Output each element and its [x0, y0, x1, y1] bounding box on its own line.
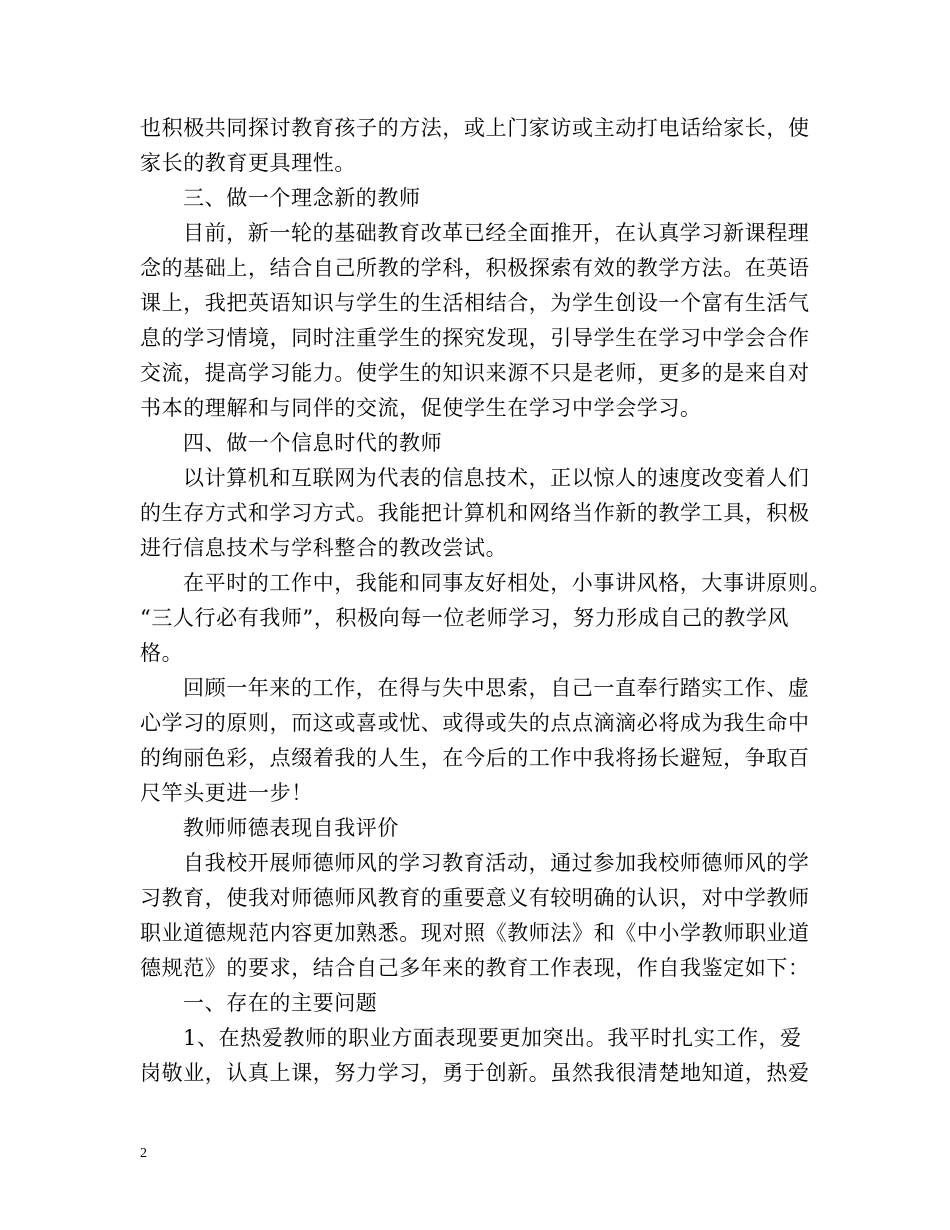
text-line: 三、做一个理念新的教师 — [183, 186, 421, 210]
text-line: 格。 — [140, 641, 184, 665]
text-line: 习教育，使我对师德师风教育的重要意义有较明确的认识，对中学教师 — [140, 886, 810, 910]
text-line: 尺竿头更进一步！ — [140, 781, 313, 805]
text-line: 职业道德规范内容更加熟悉。现对照《教师法》和《中小学教师职业道 — [140, 921, 810, 945]
text-line: 息的学习情境，同时注重学生的探究发现，引导学生在学习中学会合作 — [140, 326, 810, 350]
text-line: 书本的理解和与同伴的交流，促使学生在学习中学会学习。 — [140, 396, 702, 420]
text-line: 德规范》的要求，结合自己多年来的教育工作表现，作自我鉴定如下： — [140, 956, 810, 980]
document-body — [140, 111, 831, 1091]
text-line: 的绚丽色彩，点缀着我的人生，在今后的工作中我将扬长避短，争取百 — [140, 746, 810, 770]
text-line: 岗敬业，认真上课，努力学习，勇于创新。虽然我很清楚地知道，热爱 — [140, 1061, 810, 1085]
text-line: 在平时的工作中，我能和同事友好相处，小事讲风格，大事讲原则。 — [183, 571, 831, 595]
text-line: 以计算机和互联网为代表的信息技术，正以惊人的速度改变着人们 — [183, 466, 810, 490]
page-number: 2 — [140, 1146, 147, 1161]
text-line: 四、做一个信息时代的教师 — [183, 431, 443, 455]
text-line: 1、在热爱教师的职业方面表现要更加突出。我平时扎实工作，爱 — [183, 1026, 802, 1050]
text-line: 回顾一年来的工作，在得与失中思索，自己一直奉行踏实工作、虚 — [183, 676, 810, 700]
text-line: 课上，我把英语知识与学生的生活相结合，为学生创设一个富有生活气 — [140, 291, 810, 315]
text-line: 进行信息技术与学科整合的教改尝试。 — [140, 536, 508, 560]
text-line: 的生存方式和学习方式。我能把计算机和网络当作新的教学工具，积极 — [140, 501, 810, 525]
text-line: 交流，提高学习能力。使学生的知识来源不只是老师，更多的是来自对 — [140, 361, 810, 385]
text-line: 目前，新一轮的基础教育改革已经全面推开，在认真学习新课程理 — [183, 221, 810, 245]
text-line: 教师师德表现自我评价 — [183, 816, 399, 840]
text-line: 家长的教育更具理性。 — [140, 151, 356, 175]
text-line: 自我校开展师德师风的学习教育活动，通过参加我校师德师风的学 — [183, 851, 810, 875]
text-line: 心学习的原则，而这或喜或忧、或得或失的点点滴滴必将成为我生命中 — [140, 711, 810, 735]
text-line: “三人行必有我师”，积极向每一位老师学习，努力形成自己的教学风 — [140, 606, 790, 630]
text-line: 一、存在的主要问题 — [183, 991, 378, 1015]
text-line: 也积极共同探讨教育孩子的方法，或上门家访或主动打电话给家长，使 — [140, 116, 810, 140]
text-line: 念的基础上，结合自己所教的学科，积极探索有效的教学方法。在英语 — [140, 256, 810, 280]
